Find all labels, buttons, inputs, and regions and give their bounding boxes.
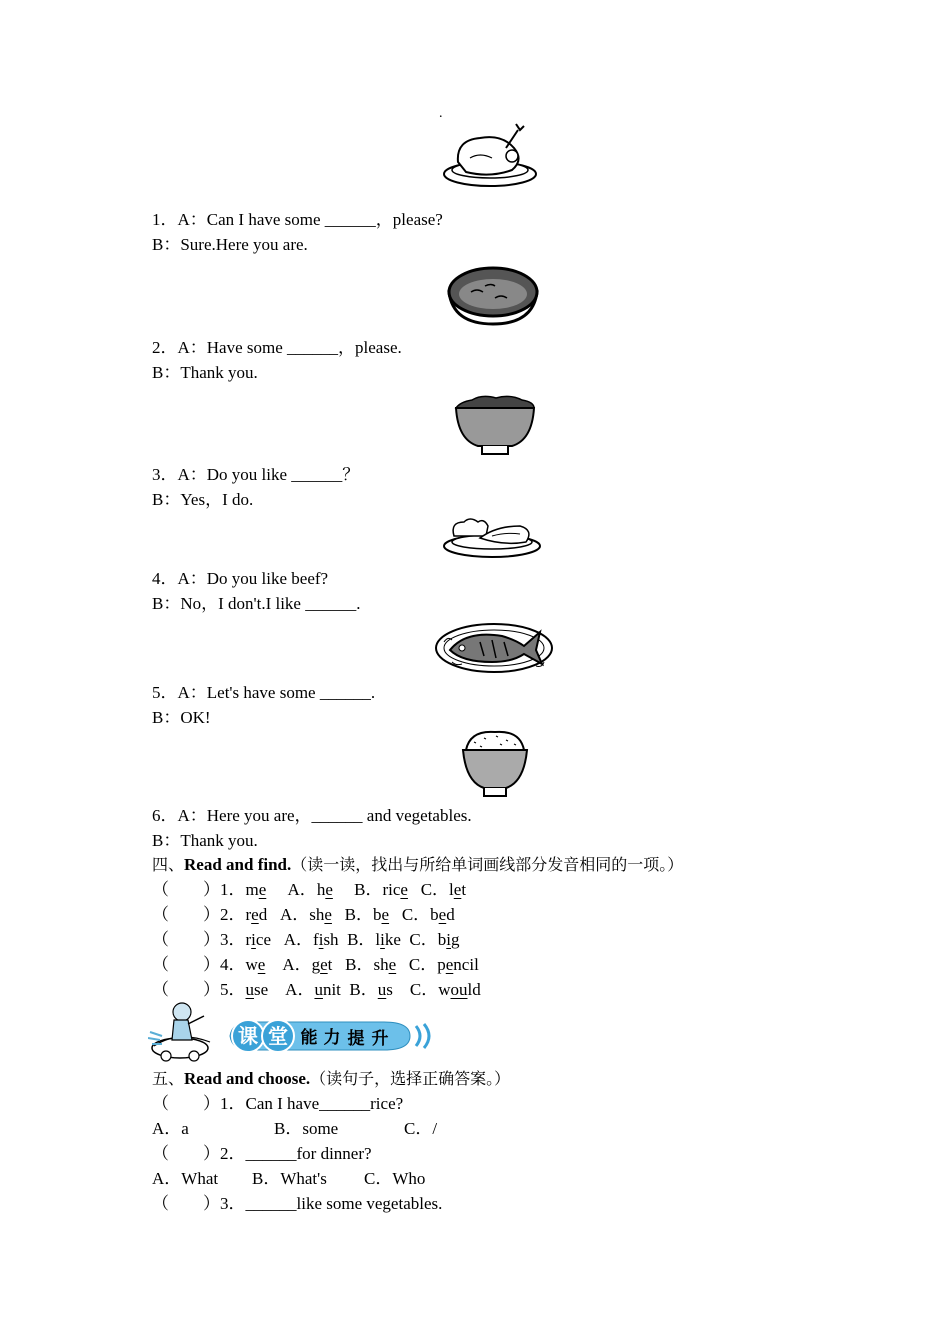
dialogue-3-b: B：Yes，I do. <box>152 490 254 509</box>
option-a: A．What <box>152 1169 219 1188</box>
classroom-ability-banner <box>148 998 448 1064</box>
answer-blank[interactable]: （ ） <box>152 1144 220 1163</box>
target-word: me <box>245 880 267 899</box>
option-a: A．a <box>152 1119 189 1138</box>
rocket-kid-icon <box>148 1003 210 1061</box>
banner-char-5: 提 <box>347 1029 365 1049</box>
section-5-question-2: （ ）2．______for dinner? <box>152 1144 372 1163</box>
target-word: red <box>245 905 268 924</box>
dialogue-3-a: 3．A：Do you like ______？ <box>152 465 360 484</box>
section-5-question-1-options <box>152 1118 437 1140</box>
answer-blank[interactable]: （ ） <box>152 955 220 974</box>
dialogue-2-a: 2．A：Have some ______，please. <box>152 338 402 357</box>
section-5-question-3: （ ）3．______like some vegetables. <box>152 1194 443 1213</box>
answer-blank[interactable]: （ ） <box>152 980 220 999</box>
section-4-item-3: （ ）3．rice A．fish B．like C．big <box>152 930 460 949</box>
roast-chicken-icon <box>440 118 540 194</box>
section-4-item-2: （ ）2．red A．she B．be C．bed <box>152 905 455 924</box>
answer-blank[interactable]: （ ） <box>152 930 220 949</box>
dialogue-4-b: B：No，I don't.I like ______. <box>152 594 361 613</box>
vegetables-plate-icon <box>440 512 544 560</box>
dialogue-1-a: 1．A：Can I have some ______，please? <box>152 210 443 229</box>
soup-bowl-icon <box>445 262 541 328</box>
noodles-bowl-icon <box>452 388 538 458</box>
section-4-item-1: （ ）1．me A．he B．rice C．let <box>152 880 467 899</box>
option-c: C．Who <box>364 1169 426 1188</box>
section-4-item-5: （ ）5．use A．unit B．us C．would <box>152 980 481 999</box>
option-b: B．some <box>274 1119 339 1138</box>
section-5-question-1: （ ）1．Can I have______rice? <box>152 1094 404 1113</box>
target-word: use <box>245 980 269 999</box>
dialogue-5-a: 5．A：Let's have some ______. <box>152 683 376 702</box>
answer-blank[interactable]: （ ） <box>152 1194 220 1213</box>
dialogue-6-a: 6．A：Here you are，______ and vegetables. <box>152 806 472 825</box>
section-5-heading: 五、Read and choose.（读句子，选择正确答案。） <box>152 1069 511 1088</box>
target-word: we <box>245 955 266 974</box>
header-dot: . <box>439 106 443 121</box>
banner-char-2: 堂 <box>268 1024 288 1048</box>
option-c: C．/ <box>404 1119 438 1138</box>
answer-blank[interactable]: （ ） <box>152 905 220 924</box>
fish-plate-icon <box>432 616 556 676</box>
rice-bowl-icon <box>460 728 530 800</box>
section-4-heading: 四、Read and find.（读一读，找出与所给单词画线部分发音相同的一项。） <box>152 855 684 874</box>
section-4-item-4: （ ）4．we A．get B．she C．pencil <box>152 955 479 974</box>
dialogue-4-a: 4．A：Do you like beef? <box>152 569 329 588</box>
banner-char-4: 力 <box>323 1028 341 1048</box>
dialogue-1-b: B：Sure.Here you are. <box>152 235 308 254</box>
dialogue-2-b: B：Thank you. <box>152 363 258 382</box>
dialogue-5-b: B：OK! <box>152 708 211 727</box>
answer-blank[interactable]: （ ） <box>152 1094 220 1113</box>
banner-char-1: 课 <box>238 1024 258 1048</box>
target-word: rice <box>245 930 271 949</box>
banner-char-3: 能 <box>300 1028 318 1048</box>
answer-blank[interactable]: （ ） <box>152 880 220 899</box>
section-5-question-2-options <box>152 1168 425 1190</box>
dialogue-6-b: B：Thank you. <box>152 831 258 850</box>
option-b: B．What's <box>252 1169 327 1188</box>
banner-char-6: 升 <box>371 1029 389 1049</box>
